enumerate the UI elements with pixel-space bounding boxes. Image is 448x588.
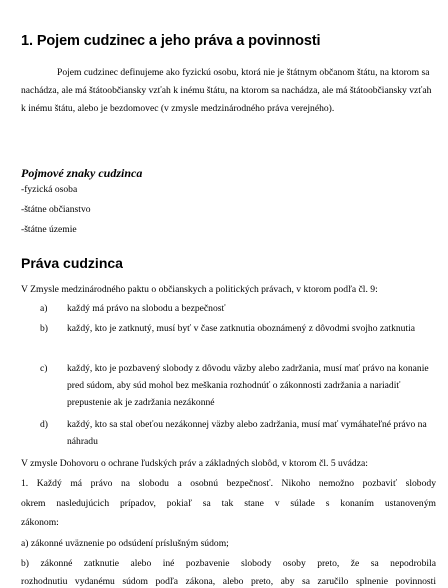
list-item-text: každý má právo na slobodu a bezpečnosť	[67, 303, 226, 314]
document-title: 1. Pojem cudzinec a jeho práva a povinnosti	[21, 33, 321, 49]
znaky-item: -štátne občianstvo	[21, 204, 91, 215]
znaky-item: -štátne územie	[21, 224, 77, 235]
point1-text: okrem nasledujúcich prípadov, pokiaľ sa tak stane v súlade s konaním ustanoveným	[21, 498, 436, 509]
intro-paragraph: Pojem cudzinec definujeme ako fyzickú osobu, ktorá nie je štátnym občanom štátu, na ktorom sa nachádza, ale má štátoobčiansky vzťah k inému štátu, na ktorom sa nachádza, ale má štátoobčiansky vzťah k inému štátu, alebo je bezdomovec (v zmysle medzinárodného práva verejného).	[21, 67, 432, 114]
znaky-item: -fyzická osoba	[21, 184, 78, 195]
prava-heading: Práva cudzinca	[21, 255, 123, 271]
list-item-text: každý, kto je zatknutý, musí byť v čase zatknutia oboznámený z dôvodmi svojho zatknutia	[67, 323, 416, 334]
sub-item-b: b) zákonné zatknutie alebo iné pozbavenie slobody osoby preto, že sa nepodrobila	[21, 558, 436, 569]
list-marker: d)	[40, 419, 48, 430]
sub-item-a: a) zákonné uväznenie po odsúdení príslušným súdom;	[21, 538, 229, 549]
dohovor-lead: V zmysle Dohovoru o ochrane ľudských práv a základných slobôd, v ktorom čl. 5 uvádza:	[21, 458, 368, 469]
znaky-heading: Pojmové znaky cudzinca	[21, 166, 143, 180]
list-item-text: každý, kto je pozbavený slobody z dôvodu väzby alebo zadržania, musí mať právo na konanie pred súdom, aby súd mohol bez meškania rozhodnúť o zákonnosti zadržania a nariadiť prepustenie ak je zadržania nezákonné	[67, 363, 429, 408]
point1-text: 1. Každý má právo na slobodu a osobnú bezpečnosť. Nikoho nemožno pozbaviť slobody	[21, 478, 436, 489]
prava-lead: V Zmysle medzinárodného paktu o občianskych a politických právach, v ktorom podľa čl. 9:	[21, 284, 378, 295]
list-marker: b)	[40, 323, 48, 334]
point1-text: zákonom:	[21, 517, 59, 528]
list-marker: a)	[40, 303, 48, 314]
list-marker: c)	[40, 363, 48, 374]
sub-item-b: rozhodnutiu vydanému súdom podľa zákona, alebo preto, aby sa zaručilo splnenie povinnosti	[21, 576, 436, 587]
list-item-text: každý, kto sa stal obeťou nezákonnej väzby alebo zadržania, musí mať vymáhateľné právo na náhradu	[67, 419, 427, 447]
